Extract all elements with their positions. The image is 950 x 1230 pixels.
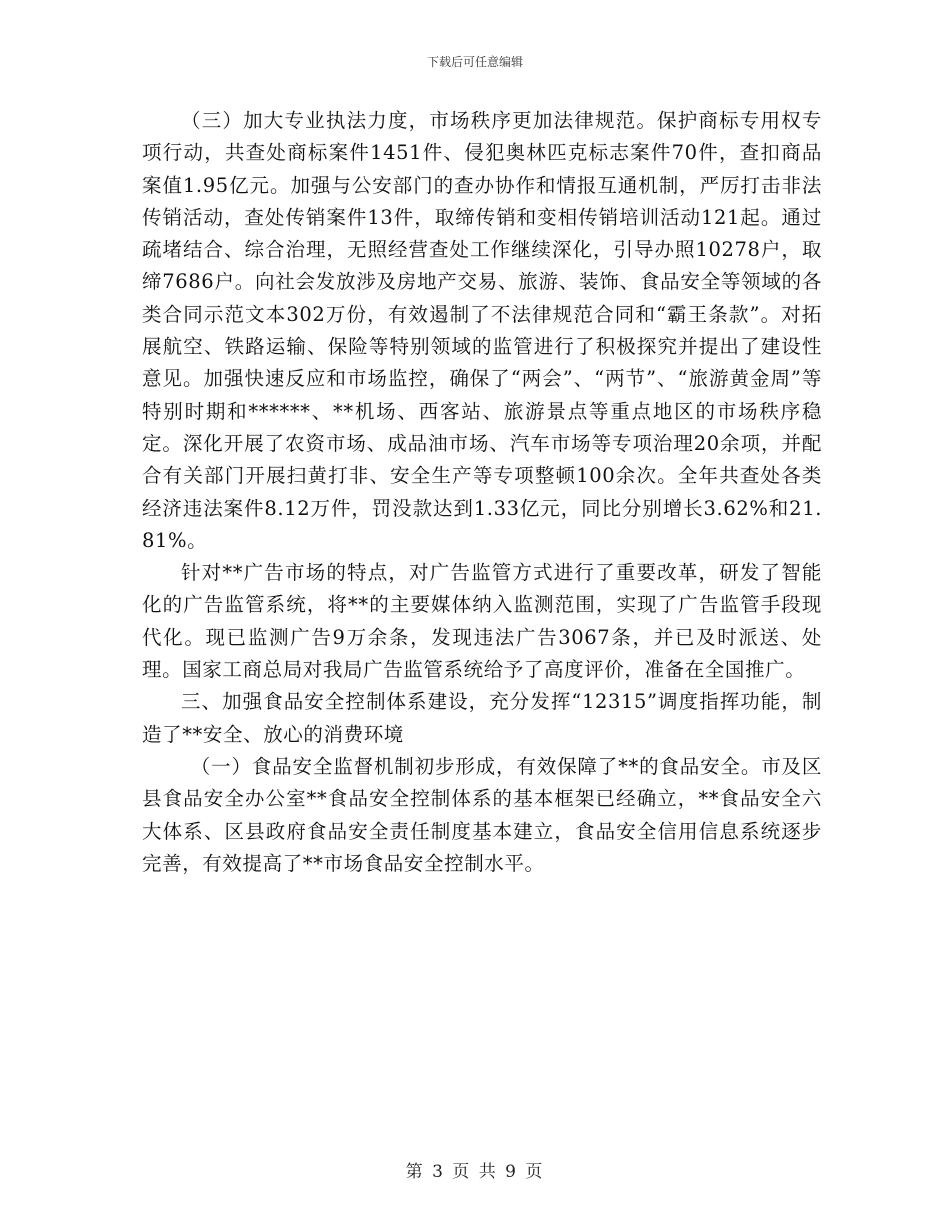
paragraph-food-safety-mechanism: （一）食品安全监督机制初步形成，有效保障了**的食品安全。市及区县食品安全办公室**食品安全控制体系的基本框架已经确立，**食品安全六大体系、区县政府食品安全责任制度基本建立，食品安全信用信息系统逐步完善，有效提高了**市场食品安全控制水平。 <box>142 754 822 875</box>
paragraph-advertising: 针对**广告市场的特点，对广告监管方式进行了重要改革，研发了智能化的广告监管系统，将**的主要媒体纳入监测范围，实现了广告监管手段现代化。现已监测广告9万余条，发现违法广告3067条，并已及时派送、处理。国家工商总局对我局广告监管系统给予了高度评价，准备在全国推广。 <box>142 561 822 682</box>
document-body <box>142 105 822 880</box>
paragraph-enforcement: （三）加大专业执法力度，市场秩序更加法律规范。保护商标专用权专项行动，共查处商标案件1451件、侵犯奥林匹克标志案件70件，查扣商品案值1.95亿元。加强与公安部门的查办协作和情报互通机制，严厉打击非法传销活动，查处传销案件13件，取缔传销和变相传销培训活动121起。通过疏堵结合、综合治理，无照经营查处工作继续深化，引导办照10278户，取缔7686户。向社会发放涉及房地产交易、旅游、装饰、食品安全等领域的各类合同示范文本302万份，有效遏制了不法律规范合同和“霸王条款”。对拓展航空、铁路运输、保险等特别领域的监管进行了积极探究并提出了建设性意见。加强快速反应和市场监控，确保了“两会”、“两节”、“旅游黄金周”等特别时期和******、**机场、西客站、旅游景点等重点地区的市场秩序稳定。深化开展了农资市场、成品油市场、汽车市场等专项治理20余项，并配合有关部门开展扫黄打非、安全生产等专项整顿100余次。全年共查处各类经济违法案件8.12万件，罚没款达到1.33亿元，同比分别增长3.62%和21.81%。 <box>142 109 822 552</box>
page-number-footer: 第 3 页 共 9 页 <box>405 1162 545 1182</box>
page-header: 下载后可任意编辑 <box>426 55 523 69</box>
section-heading-food-safety: 三、加强食品安全控制体系建设，充分发挥“12315”调度指挥功能，制造了**安全、放心的消费环境 <box>142 690 822 746</box>
